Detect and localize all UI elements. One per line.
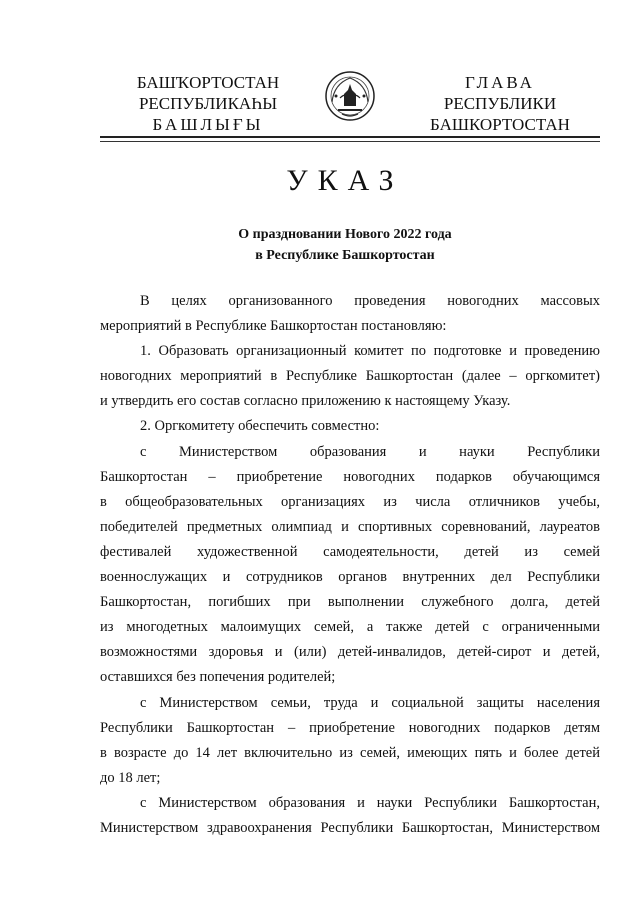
letterhead	[0, 68, 640, 138]
body-line: и утвердить его состав согласно приложению к настоящему Указу.	[100, 393, 511, 410]
letterhead-bashkir	[118, 72, 298, 135]
body-line: до 18 лет;	[100, 769, 161, 786]
document-body	[100, 289, 600, 841]
body-line: Министерством здравоохранения Республики Башкортостан, Министерством	[100, 819, 600, 836]
letterhead-right-line: РЕСПУБЛИКИ	[443, 94, 557, 113]
document-title: УКАЗ	[286, 164, 404, 197]
body-line: Башкортостан – приобретение новогодних подарков обучающимся	[100, 468, 600, 485]
letterhead-left-line: РЕСПУБЛИКАҺЫ	[138, 94, 278, 113]
body-line: в возрасте до 14 лет включительно из семей, имеющих пять и более детей	[100, 744, 600, 761]
body-line: 2. Оргкомитету обеспечить совместно:	[140, 418, 380, 435]
letterhead-left-line: БАШҠОРТОСТАН	[136, 73, 280, 92]
header-divider-thick	[100, 136, 600, 138]
coat-of-arms-icon	[324, 68, 376, 124]
body-line: Башкортостан, погибших при выполнении служебного долга, детей	[100, 594, 600, 611]
body-line: из многодетных малоимущих семей, а также детей с ограниченными	[100, 619, 600, 636]
body-line: военнослужащих и сотрудников органов внутренних дел Республики	[100, 569, 600, 586]
body-line: фестивалей художественной самодеятельности, детей из семей	[100, 543, 600, 560]
body-line: Республики Башкортостан – приобретение новогодних подарков детям	[100, 719, 600, 736]
body-line: возможностями здоровья и (или) детей-инвалидов, детей-сирот и детей,	[100, 644, 600, 661]
body-line: с Министерством образования и науки Республики	[140, 443, 600, 460]
letterhead-right-line: ГЛАВА	[465, 73, 535, 92]
letterhead-russian	[410, 72, 590, 135]
body-line: оставшихся без попечения родителей;	[100, 669, 336, 686]
header-divider-thin	[100, 141, 600, 142]
subject-line: О праздновании Нового 2022 года	[238, 227, 452, 242]
letterhead-right-line: БАШКОРТОСТАН	[430, 115, 570, 134]
body-line: с Министерством образования и науки Республики Башкортостан,	[140, 794, 600, 811]
body-line: победителей предметных олимпиад и спортивных соревнований, лауреатов	[100, 518, 600, 535]
document-subject	[0, 224, 640, 266]
body-line: с Министерством семьи, труда и социальной защиты населения	[140, 694, 600, 711]
subject-line: в Республике Башкортостан	[255, 248, 435, 263]
body-line: новогодних мероприятий в Республике Башкортостан (далее – оргкомитет)	[100, 368, 600, 385]
body-line: 1. Образовать организационный комитет по подготовке и проведению	[140, 343, 600, 360]
body-line: в общеобразовательных организациях из числа отличников учебы,	[100, 493, 600, 510]
body-line: В целях организованного проведения новогодних массовых	[140, 293, 600, 309]
body-line: мероприятий в Республике Башкортостан постановляю:	[100, 318, 447, 335]
letterhead-left-line: БАШЛЫҒЫ	[152, 115, 264, 134]
